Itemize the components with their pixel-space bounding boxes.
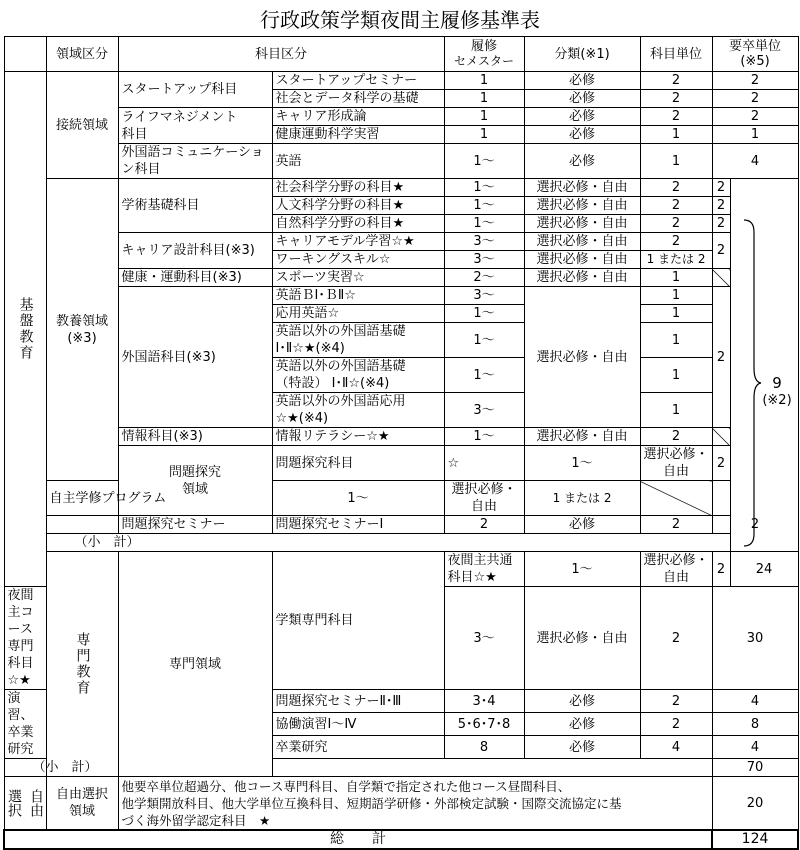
unit: 2 [640, 516, 712, 534]
jiyu-description: 他要卒単位超過分、他コース専門科目、自学類で指定された他コース昼間科目、 他学類開放科目、他大学単位互換科目、短期語学研修・外部検定試験・国際交流協定に基 づく海外留学認定科目 ★ [118, 777, 712, 831]
table-row [4, 287, 798, 305]
category: 選択必修・自由 [640, 552, 712, 587]
joho-label: 情報科目(※3) [118, 428, 272, 446]
semester: 1～ [444, 358, 524, 393]
startup-label: スタートアップ科目 [118, 72, 272, 108]
unit: 2 [640, 108, 712, 126]
semester: 1 [444, 72, 524, 90]
semester: 1～ [524, 446, 640, 481]
subject-name: 問題探究セミナーⅠ [272, 516, 444, 534]
subject-name: 問題探究セミナーⅡ･Ⅲ [272, 690, 444, 713]
diagonal-cell [712, 428, 730, 446]
header-subject: 科目区分 [118, 37, 444, 72]
subject-name: ワーキングスキル☆ [272, 251, 444, 269]
unit: 2 [640, 233, 712, 251]
category: 選択必修・自由 [524, 179, 640, 197]
unit: 1 または 2 [524, 481, 640, 516]
senmon-label: 専門教育 [46, 552, 118, 777]
required: 4 [712, 144, 798, 179]
unit: 2 [640, 713, 712, 736]
unit: 2 [640, 587, 712, 690]
semester: 1～ [524, 552, 640, 587]
unit: 1 [640, 126, 712, 144]
semester: 1 [444, 126, 524, 144]
required: 1 [712, 126, 798, 144]
required: 20 [712, 777, 798, 831]
header-area: 領域区分 [46, 37, 118, 72]
subject-name: キャリア形成論 [272, 108, 444, 126]
table-row [4, 516, 798, 534]
semester: 5･6･7･8 [444, 713, 524, 736]
brace-cell [730, 179, 798, 552]
kiban-label: 基盤教育 [4, 72, 46, 587]
unit: 2 [640, 197, 712, 215]
header-semester: 履修 セメスター [444, 37, 524, 72]
brace-total: 9 (※2) [762, 374, 792, 408]
subject-name: 夜間主コース専門科目 ☆★ [4, 587, 46, 690]
page-title: 行政政策学類夜間主履修基準表 [260, 8, 540, 32]
semester: 2 [444, 516, 524, 534]
subtotal-label: （小 計） [4, 759, 712, 777]
subject-name: 問題探究科目 [272, 446, 444, 481]
table-row [4, 269, 798, 287]
subject-name: スポーツ実習☆ [272, 269, 444, 287]
semester: 3～ [444, 287, 524, 305]
unit: 1 [640, 144, 712, 179]
semester: 3～ [444, 393, 524, 428]
subject-name: 応用英語☆ [272, 305, 444, 323]
required: 30 [712, 587, 798, 690]
diagonal-cell [640, 481, 712, 516]
category: 必修 [524, 144, 640, 179]
unit: 2 [640, 428, 712, 446]
diagonal-cell [712, 269, 730, 287]
category: 必修 [524, 108, 640, 126]
enshu-label: 演習、卒業研究 [4, 690, 46, 759]
subject-name: 社会科学分野の科目★ [272, 179, 444, 197]
subject-name: スタートアップセミナー [272, 72, 444, 90]
category: 必修 [524, 72, 640, 90]
category: 選択必修・自由 [444, 481, 524, 516]
gakurui-label: 学類専門科目 [272, 552, 444, 690]
semester: 1～ [444, 144, 524, 179]
category: 必修 [524, 690, 640, 713]
table-row [4, 233, 798, 251]
table-row [4, 777, 798, 831]
required: 2 [712, 90, 798, 108]
required: 2 [712, 215, 730, 233]
semester: 1～ [444, 323, 524, 358]
foreign-comm-label: 外国語コミュニケーショ ン科目 [118, 144, 272, 179]
senmon-area-label: 専門領域 [118, 552, 272, 777]
semester: 1 [444, 108, 524, 126]
subject-name: 英語以外の外国語応用 ☆★(※4) [272, 393, 444, 428]
subject-name: 自主学修プログラム [46, 481, 272, 516]
total-row [4, 830, 798, 849]
mondai-label: 問題探究 領域 [118, 446, 272, 516]
required: 2 [712, 108, 798, 126]
semester: 3～ [444, 233, 524, 251]
required: 24 [730, 552, 798, 587]
category: 選択必修・自由 [524, 215, 640, 233]
required: 2 [712, 72, 798, 90]
unit: 1 [640, 287, 712, 305]
table-row [4, 72, 798, 90]
unit: 2 [640, 215, 712, 233]
subject-name: 健康運動科学実習 [272, 126, 444, 144]
category: 必修 [524, 126, 640, 144]
total-label: 総 計 [4, 830, 712, 849]
unit: 2 [640, 90, 712, 108]
category: 選択必修・自由 [524, 251, 640, 269]
required: 8 [712, 713, 798, 736]
jiyu-area-label: 自由選択 領域 [46, 777, 118, 831]
subject-name: キャリアモデル学習☆★ [272, 233, 444, 251]
unit: 1 または 2 [640, 251, 712, 269]
semester: 1～ [444, 428, 524, 446]
subject-name: 問題探究セミナー [118, 516, 272, 534]
gakujutsu-label: 学術基礎科目 [118, 179, 272, 233]
semester: 1～ [444, 179, 524, 197]
health-label: 健康・運動科目(※3) [118, 269, 272, 287]
subject-name: 人文科学分野の科目★ [272, 197, 444, 215]
header-blank [4, 37, 46, 72]
category: 選択必修・自由 [524, 269, 640, 287]
unit: 1 [640, 323, 712, 358]
unit: 4 [640, 736, 712, 759]
subtotal-value: 70 [712, 759, 798, 777]
category: 必修 [524, 736, 640, 759]
semester: 1～ [444, 197, 524, 215]
subject-mark: ☆ [444, 446, 524, 481]
table-row [4, 759, 798, 777]
table-row [4, 552, 798, 587]
required: 2 [712, 287, 730, 428]
semester: 1～ [444, 215, 524, 233]
unit: 2 [640, 179, 712, 197]
header-unit: 科目単位 [640, 37, 712, 72]
subject-name: 卒業研究 [272, 736, 444, 759]
unit: 2 [712, 446, 730, 481]
table-wrapper [3, 36, 797, 850]
subject-name: 情報リテラシー☆★ [272, 428, 444, 446]
setsuzoku-label: 接続領域 [46, 72, 118, 179]
subject-name: 社会とデータ科学の基礎 [272, 90, 444, 108]
kyoyo-label: 教養領域 (※3) [46, 179, 118, 481]
category: 選択必修・自由 [524, 587, 640, 690]
unit: 1 [640, 305, 712, 323]
subject-name: 自然科学分野の科目★ [272, 215, 444, 233]
curriculum-table [3, 36, 799, 850]
semester: 1 [444, 90, 524, 108]
category: 選択必修・自由 [524, 428, 640, 446]
table-row [4, 446, 798, 481]
table-row [4, 428, 798, 446]
subject-name: 英語ＢⅠ･ＢⅡ☆ [272, 287, 444, 305]
required: 4 [712, 736, 798, 759]
required: 2 [712, 516, 798, 534]
subject-name: 英語以外の外国語基礎 （特設） Ⅰ･Ⅱ☆(※4) [272, 358, 444, 393]
header-row [4, 37, 798, 72]
semester: 3～ [444, 587, 524, 690]
semester: 3･4 [444, 690, 524, 713]
subtotal-row [4, 534, 798, 552]
table-row [4, 108, 798, 126]
subject-name: 協働演習Ⅰ～Ⅳ [272, 713, 444, 736]
lifemgmt-label: ライフマネジメント 科目 [118, 108, 272, 144]
gaikokugo-label: 外国語科目(※3) [118, 287, 272, 428]
semester: 8 [444, 736, 524, 759]
semester: 1～ [444, 305, 524, 323]
table-row [4, 481, 798, 516]
category: 必修 [524, 713, 640, 736]
unit: 2 [640, 690, 712, 713]
subject-name: 英語以外の外国語基礎 Ⅰ･Ⅱ☆★(※4) [272, 323, 444, 358]
jiyu-label: 選択 自由 [4, 777, 46, 831]
subtotal-label: （小 計） [46, 534, 798, 552]
semester: 2～ [444, 269, 524, 287]
category: 必修 [524, 516, 640, 534]
blank-cell [46, 516, 118, 534]
semester: 3～ [444, 251, 524, 269]
category: 選択必修・自由 [640, 446, 712, 481]
unit: 1 [640, 393, 712, 428]
required: 4 [712, 690, 798, 713]
category: 選択必修・自由 [524, 197, 640, 215]
header-required: 要卒単位 (※5) [712, 37, 798, 72]
total-value: 124 [712, 830, 798, 849]
category: 必修 [524, 90, 640, 108]
unit: 1 [640, 358, 712, 393]
unit: 1 [640, 269, 712, 287]
required: 2 [712, 179, 730, 197]
category: 選択必修・自由 [524, 287, 640, 428]
header-category: 分類(※1) [524, 37, 640, 72]
required: 2 [712, 197, 730, 215]
subject-name: 夜間主共通科目☆★ [444, 552, 524, 587]
required: 2 [712, 233, 730, 269]
subject-name: 英語 [272, 144, 444, 179]
unit: 2 [712, 552, 730, 587]
unit: 2 [640, 72, 712, 90]
category: 選択必修・自由 [524, 233, 640, 251]
career-label: キャリア設計科目(※3) [118, 233, 272, 269]
table-row [4, 179, 798, 197]
semester: 1～ [272, 481, 444, 516]
